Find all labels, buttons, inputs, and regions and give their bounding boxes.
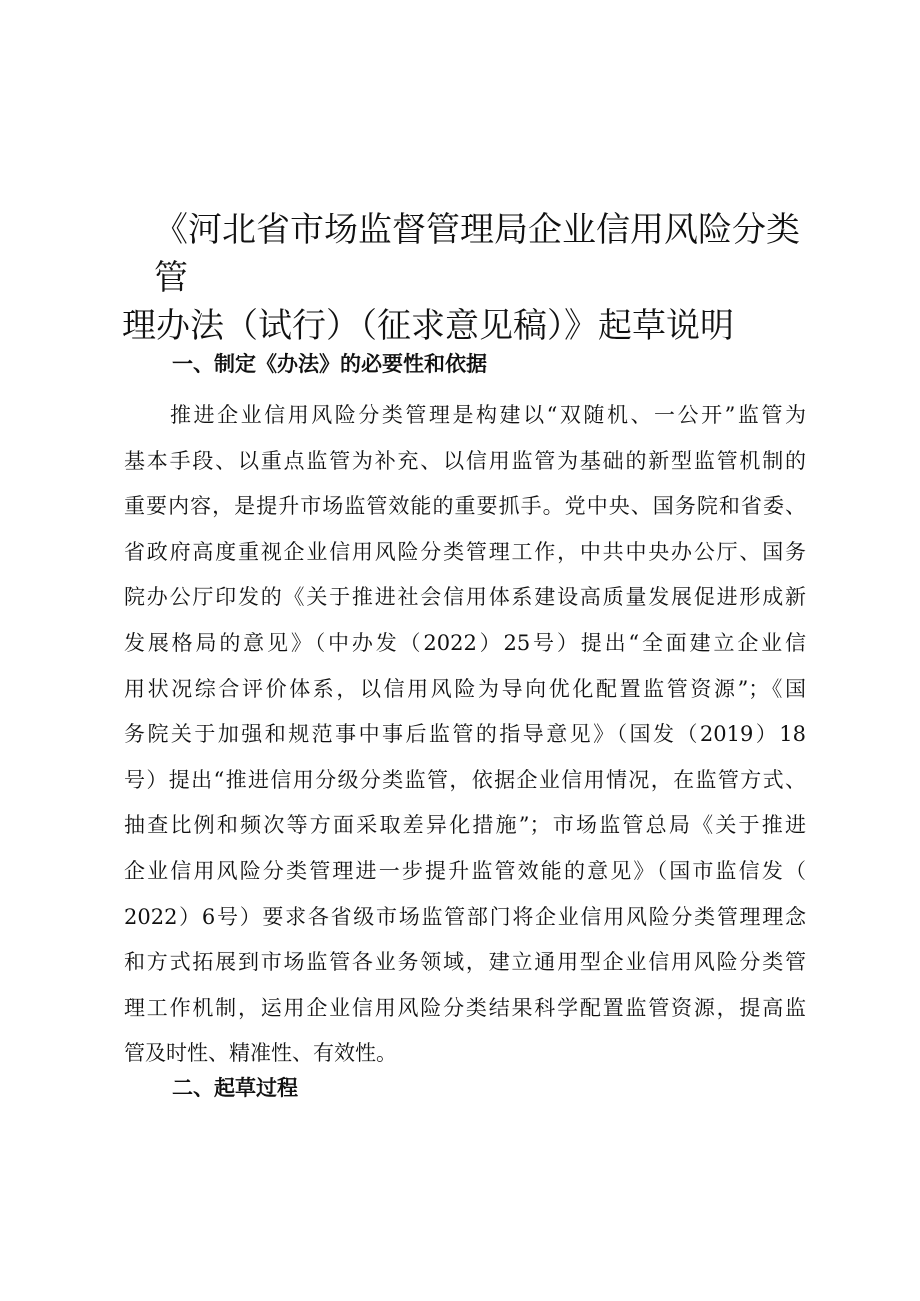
body-line: 发展格局的意见》（中办发（2022）25号）提出“全面建立企业信 (124, 630, 806, 655)
section-2-heading: 二、起草过程 (172, 1076, 298, 1100)
body-line: 院办公厅印发的《关于推进社会信用体系建设高质量发展促进形成新 (124, 585, 806, 610)
title-line-2: 理办法（试行）（征求意见稿）》起草说明 (122, 306, 734, 346)
body-line: 理工作机制，运用企业信用风险分类结果科学配置监管资源，提高监 (124, 995, 806, 1020)
body-line: 基本手段、以重点监管为补充、以信用监管为基础的新型监管机制的 (124, 448, 806, 473)
body-line: 2022）6号）要求各省级市场监管部门将企业信用风险分类管理理念 (124, 904, 806, 929)
section-1-body (124, 393, 806, 1077)
body-line: 重要内容，是提升市场监管效能的重要抓手。党中央、国务院和省委、 (124, 494, 806, 519)
body-line: 省政府高度重视企业信用风险分类管理工作，中共中央办公厅、国务 (124, 539, 806, 564)
body-line: 推进企业信用风险分类管理是构建以“双随机、一公开”监管为 (170, 403, 806, 427)
body-line: 务院关于加强和规范事中事后监管的指导意见》（国发（2019）18 (124, 722, 806, 747)
body-line: 号）提出“推进信用分级分类监管，依据企业信用情况，在监管方式、 (124, 767, 806, 792)
section-1-heading: 一、制定《办法》的必要性和依据 (172, 352, 487, 376)
body-line: 和方式拓展到市场监管各业务领域，建立通用型企业信用风险分类管 (124, 950, 806, 975)
body-line: 抽查比例和频次等方面采取差异化措施”；市场监管总局《关于推进 (124, 813, 806, 838)
document-title (122, 206, 822, 350)
body-line: 企业信用风险分类管理进一步提升监管效能的意见》（国市监信发（ (124, 858, 806, 883)
body-line: 用状况综合评价体系，以信用风险为导向优化配置监管资源”；《国 (124, 676, 806, 701)
title-line-1: 《河北省市场监督管理局企业信用风险分类管 (154, 210, 800, 298)
body-line: 管及时性、精准性、有效性。 (124, 1041, 397, 1066)
